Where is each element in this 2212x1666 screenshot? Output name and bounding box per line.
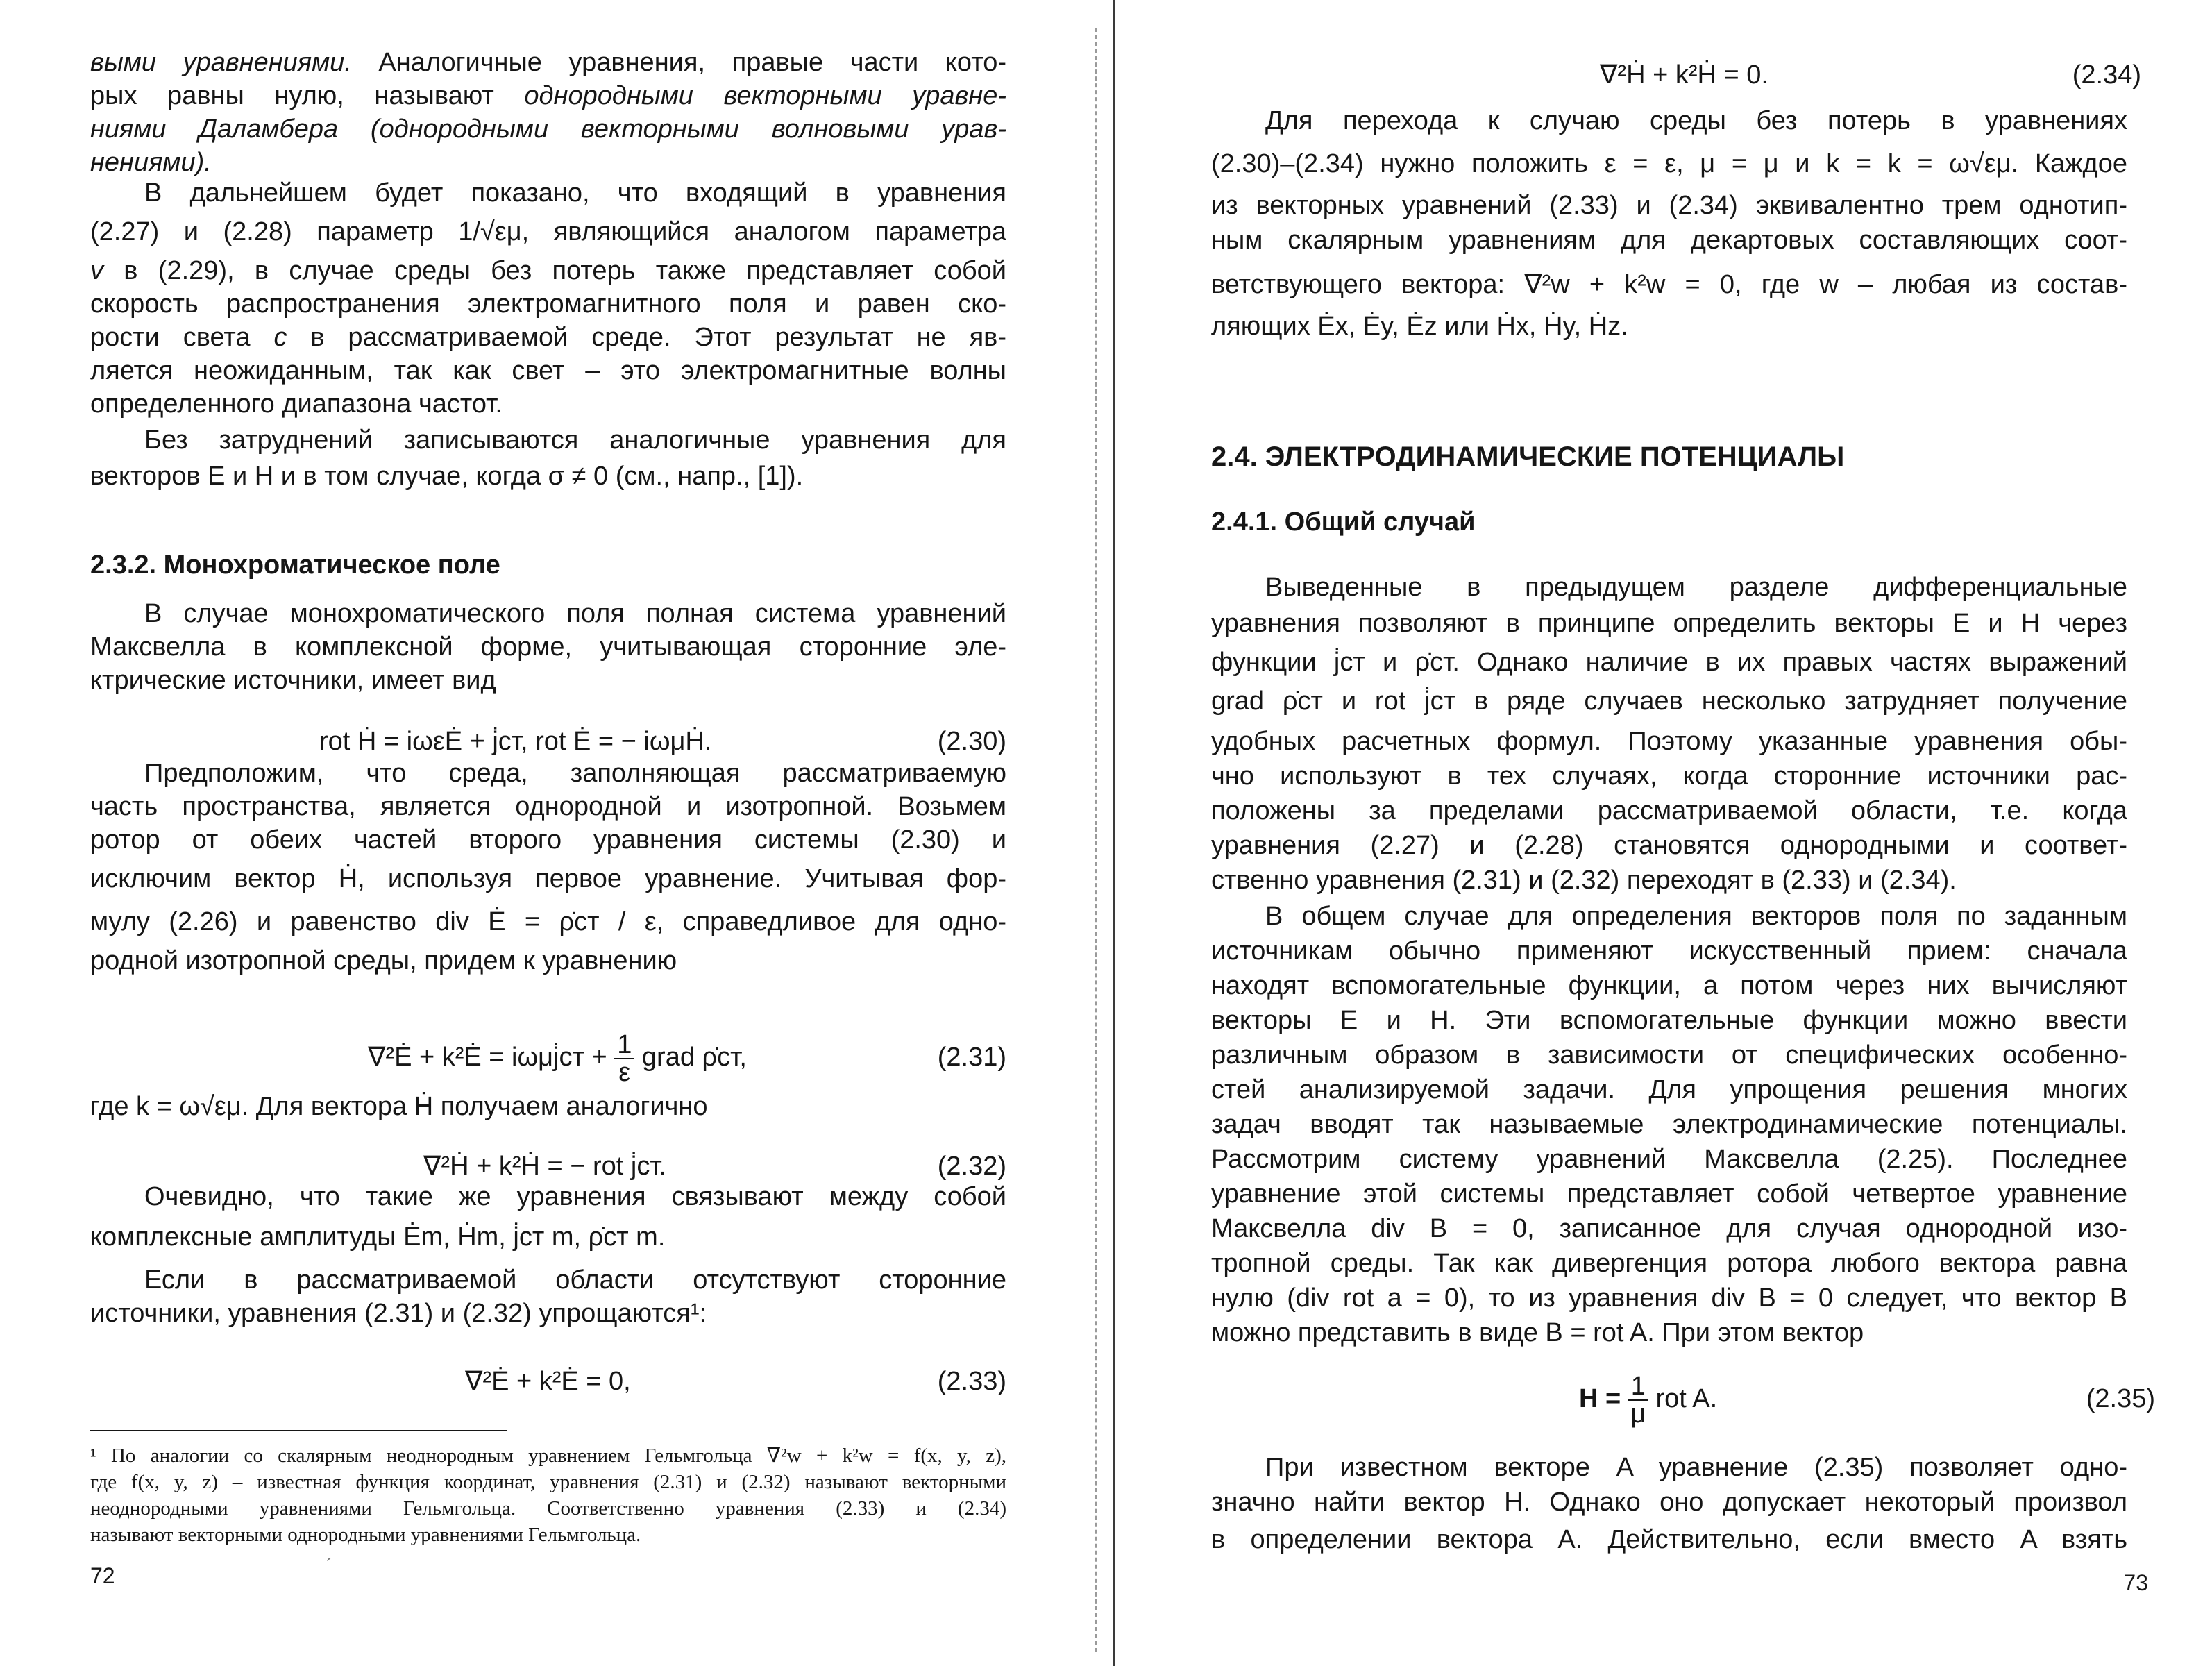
text-segment: родной изотропной среды, придем к уравнению bbox=[90, 946, 677, 975]
footnote-line: ¹ По аналогии со скалярным неоднородным уравнением Гельмгольца ∇²w + k²w = f(x, y, z), bbox=[90, 1445, 1006, 1467]
text-segment: скорость распространения электромагнитного поля и равен ско- bbox=[90, 289, 1006, 319]
text-line: тропной среды. Так как дивергенция ротора любого вектора равна bbox=[1211, 1249, 2127, 1278]
formula-left: ∇²Ė + k²Ė = iωμj̇ст + bbox=[368, 1043, 607, 1072]
text-line: ветствующего вектора: ∇²w + k²w = 0, где w – любая из состав- bbox=[1211, 270, 2127, 299]
equation-formula bbox=[1579, 1368, 1717, 1430]
text-line: Максвелла div B = 0, записанное для случая однородной изо- bbox=[1211, 1214, 2127, 1243]
text-segment: векторов E и H и в том случае, когда σ ≠ 0 (см., напр., [1]). bbox=[90, 462, 804, 491]
equation-2-33 bbox=[90, 1361, 1006, 1402]
text-line: ляющих Ėx, Ėy, Ėz или Ḣx, Ḣy, Ḣz. bbox=[1211, 312, 1628, 341]
text-segment: В дальнейшем будет показано, что входящий в уравнения bbox=[144, 178, 1006, 208]
page-number-right: 73 bbox=[2123, 1570, 2148, 1595]
text-line bbox=[90, 79, 1006, 112]
text-segment: Предположим, что среда, заполняющая рассматриваемую bbox=[144, 759, 1006, 788]
equation-number: (2.30) bbox=[937, 727, 1006, 756]
text-segment: однородными векторными уравне- bbox=[524, 81, 1007, 110]
fraction bbox=[614, 1029, 634, 1087]
book-gutter bbox=[1113, 0, 1115, 1666]
equation-2-32 bbox=[90, 1145, 1006, 1187]
text-line: ственно уравнения (2.31) и (2.32) переходят в (2.33) и (2.34). bbox=[1211, 866, 1957, 895]
text-line: Для перехода к случаю среды без потерь в уравнениях bbox=[1265, 106, 2127, 135]
text-segment: Без затруднений записываются аналогичные уравнения для bbox=[144, 426, 1006, 455]
text-line: можно представить в виде B = rot A. При этом вектор bbox=[1211, 1318, 1864, 1347]
text-segment: в рассматриваемой среде. Этот результат не яв- bbox=[287, 323, 1007, 352]
text-line bbox=[90, 112, 1006, 146]
text-line bbox=[90, 597, 1006, 630]
footnote-line: где f(x, y, z) – известная функция координат, уравнения (2.31) и (2.32) называют векторными bbox=[90, 1471, 1006, 1493]
text-segment: мулу (2.26) и равенство div Ė = ρ̇ст / ε, справедливое для одно- bbox=[90, 907, 1006, 936]
text-line: При известном векторе A уравнение (2.35) позволяет одно- bbox=[1265, 1453, 2127, 1482]
page-number-left: 72 bbox=[90, 1563, 115, 1588]
equation-2-30 bbox=[90, 721, 1006, 762]
text-line bbox=[90, 287, 1006, 321]
text-segment: источники, уравнения (2.31) и (2.32) упрощаются¹: bbox=[90, 1299, 707, 1328]
text-segment: рости света bbox=[90, 323, 274, 352]
fraction-numerator: 1 bbox=[614, 1032, 634, 1059]
text-line bbox=[90, 176, 1006, 210]
text-segment: часть пространства, является однородной и изотропной. Возьмем bbox=[90, 792, 1006, 821]
text-line bbox=[90, 862, 1006, 895]
equation-number: (2.33) bbox=[937, 1367, 1006, 1396]
text-segment: в (2.29), в случае среды без потерь также представляет собой bbox=[103, 256, 1006, 285]
equation-number: (2.35) bbox=[2086, 1384, 2155, 1413]
equation-formula: rot Ḣ = iωεĖ + j̇ст, rot Ė = − iωμḢ. bbox=[319, 727, 712, 756]
formula-right: grad ρ̇ст, bbox=[641, 1043, 747, 1072]
text-line bbox=[90, 254, 1006, 287]
text-line: удобных расчетных формул. Поэтому указанные уравнения обы- bbox=[1211, 727, 2127, 756]
equation-number: (2.31) bbox=[937, 1043, 1006, 1072]
gutter-shadow bbox=[1095, 28, 1097, 1652]
text-segment: Аналогичные уравнения, правые части кото- bbox=[351, 48, 1006, 77]
text-line bbox=[90, 905, 1006, 939]
text-segment: (2.27) и (2.28) параметр 1/√εμ, являющийся аналогом параметра bbox=[90, 217, 1006, 246]
text-line bbox=[90, 823, 1006, 857]
text-segment: где k = ω√εμ. Для вектора Ḣ получаем аналогично bbox=[90, 1092, 708, 1121]
fraction-denominator: ε bbox=[618, 1057, 631, 1087]
text-line: чно используют в тех случаях, когда сторонние источники рас- bbox=[1211, 762, 2127, 791]
text-line: функции j̇ст и ρ̇ст. Однако наличие в их правых частях выражений bbox=[1211, 648, 2127, 677]
text-line: (2.30)–(2.34) нужно положить ε = ε, μ = μ и k = k = ω√εμ. Каждое bbox=[1211, 149, 2127, 178]
text-line: уравнения позволяют в принципе определить векторы E и H через bbox=[1211, 609, 2127, 638]
text-segment: ляется неожиданным, так как свет – это электромагнитные волны bbox=[90, 356, 1006, 385]
text-segment: комплексные амплитуды Ėm, Ḣm, j̇ст m, ρ̇ст m. bbox=[90, 1222, 666, 1252]
text-line bbox=[90, 46, 1006, 79]
text-segment: нениями). bbox=[90, 148, 212, 177]
footnote-rule bbox=[90, 1430, 507, 1431]
subsection-heading-2-4-1: 2.4.1. Общий случай bbox=[1211, 507, 1476, 537]
text-line: grad ρ̇ст и rot j̇ст в ряде случаев несколько затрудняет получение bbox=[1211, 687, 2127, 716]
text-segment: В случае монохроматического поля полная система уравнений bbox=[144, 599, 1006, 628]
text-line bbox=[90, 146, 1006, 179]
equation-formula: ∇²Ė + k²Ė = 0, bbox=[465, 1367, 631, 1396]
text-line bbox=[90, 1297, 1006, 1330]
text-segment: v bbox=[90, 256, 103, 285]
text-segment: Если в рассматриваемой области отсутствуют сторонние bbox=[144, 1265, 1006, 1295]
text-segment: c bbox=[273, 323, 287, 352]
text-line bbox=[90, 630, 1006, 664]
text-line bbox=[90, 664, 1006, 697]
text-line: значно найти вектор H. Однако оно допускает некоторый произвол bbox=[1211, 1488, 2127, 1517]
equation-2-34 bbox=[1211, 54, 2141, 96]
fraction-denominator: μ bbox=[1630, 1399, 1646, 1429]
text-segment: исключим вектор Ḣ, используя первое уравнение. Учитывая фор- bbox=[90, 864, 1006, 893]
text-segment: определенного диапазона частот. bbox=[90, 389, 503, 419]
text-line bbox=[90, 1090, 1006, 1123]
text-segment: выми уравнениями. bbox=[90, 48, 352, 77]
text-segment: Очевидно, что такие же уравнения связывают между собой bbox=[144, 1182, 1006, 1211]
text-line: нулю (div rot a = 0), то из уравнения div B = 0 следует, что вектор B bbox=[1211, 1284, 2127, 1313]
text-line: различным образом в зависимости от специфических особенно- bbox=[1211, 1041, 2127, 1070]
text-line: В общем случае для определения векторов поля по заданным bbox=[1265, 902, 2127, 931]
text-segment: ктрические источники, имеет вид bbox=[90, 666, 496, 695]
text-line: стей анализируемой задачи. Для упрощения решения многих bbox=[1211, 1075, 2127, 1104]
formula-left: H = bbox=[1579, 1384, 1621, 1413]
scan-mark: ´ bbox=[326, 1555, 333, 1576]
text-line: положены за пределами рассматриваемой области, т.е. когда bbox=[1211, 796, 2127, 825]
text-line bbox=[90, 387, 1006, 421]
footnote-line: называют векторными однородными уравнениями Гельмгольца. bbox=[90, 1524, 641, 1546]
text-line: из векторных уравнений (2.33) и (2.34) эквивалентно трем однотип- bbox=[1211, 191, 2127, 220]
text-line: векторы E и H. Эти вспомогательные функции можно ввести bbox=[1211, 1006, 2127, 1035]
text-segment: Максвелла в комплексной форме, учитывающая сторонние эле- bbox=[90, 632, 1006, 662]
text-line: задач вводят так называемые электродинамические потенциалы. bbox=[1211, 1110, 2127, 1139]
equation-formula bbox=[368, 1026, 747, 1088]
text-line bbox=[90, 423, 1006, 457]
text-line bbox=[90, 321, 1006, 354]
equation-formula: ∇²Ḣ + k²Ḣ = 0. bbox=[1600, 60, 1768, 90]
text-line: уравнение этой системы представляет собой четвертое уравнение bbox=[1211, 1179, 2127, 1209]
footnote-line: неоднородными уравнениями Гельмгольца. Соответственно уравнения (2.33) и (2.34) bbox=[90, 1497, 1006, 1520]
text-line bbox=[90, 1220, 1006, 1254]
text-line bbox=[90, 790, 1006, 823]
section-heading-2-3-2: 2.3.2. Монохроматическое поле bbox=[90, 550, 500, 580]
equation-formula: ∇²Ḣ + k²Ḣ = − rot j̇ст. bbox=[423, 1152, 667, 1181]
text-line bbox=[90, 460, 1006, 493]
text-line bbox=[90, 215, 1006, 249]
text-line: находят вспомогательные функции, а потом через них вычисляют bbox=[1211, 971, 2127, 1000]
text-line bbox=[90, 1263, 1006, 1297]
text-line: в определении вектора A. Действительно, если вместо A взять bbox=[1211, 1525, 2127, 1554]
equation-number: (2.34) bbox=[2072, 60, 2141, 90]
text-segment: ниями Даламбера (однородными векторными волновыми урав- bbox=[90, 115, 1006, 144]
formula-right: rot A. bbox=[1655, 1384, 1718, 1413]
equation-number: (2.32) bbox=[937, 1152, 1006, 1181]
text-segment: ротор от обеих частей второго уравнения системы (2.30) и bbox=[90, 825, 1006, 855]
equation-2-35 bbox=[1211, 1368, 2155, 1430]
fraction bbox=[1628, 1373, 1648, 1427]
text-line bbox=[90, 354, 1006, 387]
text-line: Выведенные в предыдущем разделе дифференциальные bbox=[1265, 573, 2127, 602]
section-heading-2-4: 2.4. ЭЛЕКТРОДИНАМИЧЕСКИЕ ПОТЕНЦИАЛЫ bbox=[1211, 441, 1845, 472]
text-line bbox=[90, 944, 1006, 977]
text-line: источникам обычно применяют искусственный прием: сначала bbox=[1211, 936, 2127, 966]
equation-2-31 bbox=[90, 1026, 1006, 1088]
text-line: ным скалярным уравнениям для декартовых составляющих соот- bbox=[1211, 226, 2127, 255]
text-line: уравнения (2.27) и (2.28) становятся однородными и соответ- bbox=[1211, 831, 2127, 860]
text-segment: рых равны нулю, называют bbox=[90, 81, 525, 110]
text-line: Рассмотрим систему уравнений Максвелла (2.25). Последнее bbox=[1211, 1145, 2127, 1174]
fraction-numerator: 1 bbox=[1628, 1373, 1648, 1401]
